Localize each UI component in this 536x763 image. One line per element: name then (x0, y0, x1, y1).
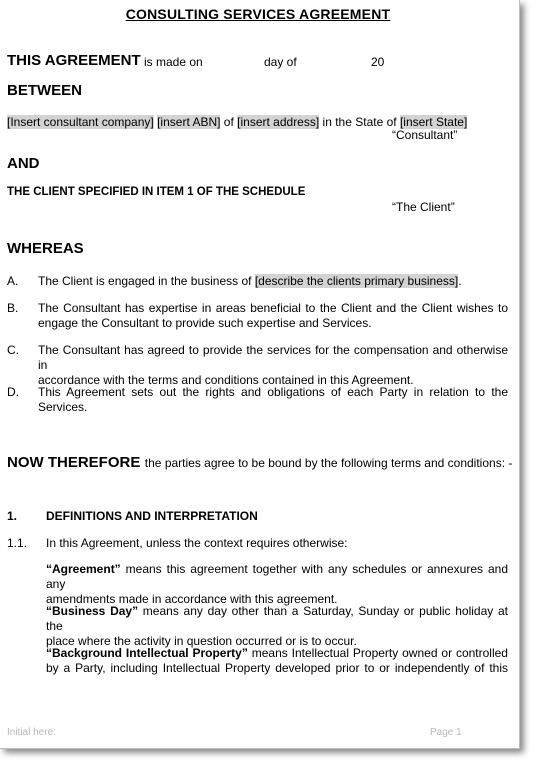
consultant-line (7, 115, 467, 129)
definition-term: “Background Intellectual Property” (46, 646, 248, 660)
between-heading: BETWEEN (7, 82, 82, 99)
recital-letter: B. (7, 301, 19, 315)
abn-placeholder: [insert ABN] (157, 115, 221, 129)
clause-number: 1.1. (7, 536, 28, 550)
consultant-label: “Consultant” (392, 128, 458, 142)
definition-line1: means Intellectual Property owned or controlled (247, 646, 508, 660)
recital-b-text (38, 301, 508, 331)
initial-here-footer: Initial here: (7, 727, 56, 738)
section-heading: DEFINITIONS AND INTERPRETATION (46, 509, 258, 523)
of-text: of (223, 115, 234, 129)
definition-term: “Agreement” (46, 562, 121, 576)
business-placeholder: [describe the clients primary business] (254, 274, 459, 288)
now-therefore-rest: the parties agree to be bound by the following terms and conditions: - (144, 456, 513, 470)
recital-a-pre: The Client is engaged in the business of (38, 274, 255, 288)
recital-b-line2: engage the Consultant to provide such expertise and Services. (38, 316, 372, 330)
recital-d-line2: Services. (38, 400, 88, 414)
document-title: CONSULTING SERVICES AGREEMENT (125, 6, 391, 22)
day-of-text: day of (264, 55, 297, 69)
agreement-lead: THIS AGREEMENT (7, 52, 141, 69)
address-placeholder: [insert address] (237, 115, 320, 129)
client-line: THE CLIENT SPECIFIED IN ITEM 1 OF THE SCHEDULE (7, 186, 306, 198)
made-on-text: is made on (144, 55, 203, 69)
definition-line2: by a Party, including Intellectual Property developed prior to or independently of this (46, 661, 508, 675)
definition-background-ip (46, 646, 508, 676)
and-heading: AND (7, 155, 40, 172)
definition-line1: means this agreement together with any schedules or annexures and any (46, 562, 508, 591)
whereas-heading: WHEREAS (7, 240, 84, 257)
recital-d-text (38, 385, 508, 415)
definition-business-day (46, 604, 508, 649)
recital-letter: A. (7, 274, 19, 288)
recital-b-line1: The Consultant has expertise in areas beneficial to the Client and the Client wishes to (38, 301, 508, 315)
definition-line1: means any day other than a Saturday, Sunday or public holiday at the (46, 604, 508, 633)
now-therefore-line (7, 454, 512, 472)
state-text: in the State of (322, 115, 397, 129)
definition-agreement (46, 562, 508, 607)
recital-d-line1: This Agreement sets out the rights and obligations of each Party in relation to the (38, 385, 508, 399)
clause-text: In this Agreement, unless the context requires otherwise: (46, 536, 348, 550)
recital-c-line1: The Consultant has agreed to provide the services for the compensation and otherwise in (38, 343, 508, 372)
recital-c-text (38, 343, 508, 388)
recital-a-text (38, 274, 508, 289)
page-number-footer: Page 1 (430, 727, 462, 738)
definition-line2: amendments made in accordance with this agreement. (46, 592, 338, 606)
client-label: “The Client” (392, 200, 455, 214)
recital-letter: C. (7, 343, 19, 357)
year-prefix: 20 (371, 55, 385, 69)
recital-a-post: . (458, 274, 462, 288)
now-therefore-lead: NOW THEREFORE (7, 454, 141, 471)
definition-line2: place where the activity in question occurred or is to occur. (46, 634, 357, 648)
recital-letter: D. (7, 385, 19, 399)
recital-c-line2: accordance with the terms and conditions contained in this Agreement. (38, 373, 414, 387)
state-placeholder: [insert State] (399, 115, 468, 129)
definition-term: “Business Day” (46, 604, 139, 618)
consultant-company-placeholder: [Insert consultant company] (7, 115, 154, 129)
section-number: 1. (7, 509, 18, 523)
